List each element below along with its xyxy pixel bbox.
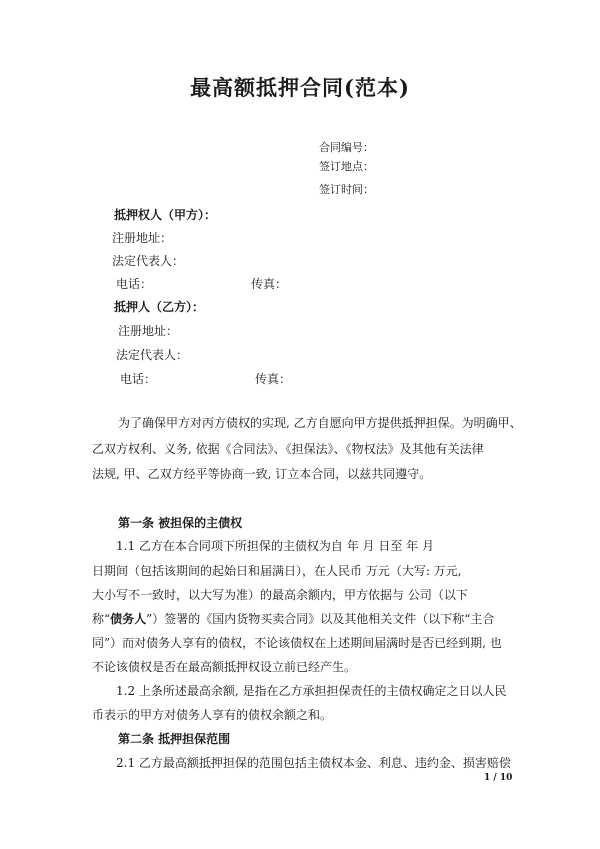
- party-a-representative: 法定代表人：: [112, 254, 185, 268]
- article-2-1-line-1: 2.1 乙方最高额抵押担保的范围包括主债权本金、利息、违约金、损害赔偿: [116, 756, 511, 770]
- article-1-heading: 第一条 被担保的主债权: [118, 516, 243, 530]
- party-a-heading: 抵押权人（甲方）：: [114, 208, 217, 222]
- party-b-heading: 抵押人（乙方）：: [114, 300, 205, 314]
- sign-time-label: 签订时间：: [319, 183, 374, 196]
- article-1-1-line-6: 不论该债权是否在最高额抵押权设立前已经产生。: [92, 660, 357, 674]
- sign-place-label: 签订地点：: [319, 160, 374, 173]
- article-1-1-line-1: 1.1 乙方在本合同项下所担保的主债权为自 年 月 日至 年 月: [116, 539, 434, 553]
- article-1-1-line-5: 同”）而对债务人享有的债权，不论该债权在上述期间届满时是否已经到期, 也: [92, 636, 502, 650]
- party-b-address: 注册地址：: [118, 324, 179, 338]
- party-b-fax: 传真：: [255, 372, 292, 386]
- document-title: 最高额抵押合同(范本): [190, 75, 410, 100]
- intro-line-1: 为了确保甲方对丙方债权的实现, 乙方自愿向甲方提供抵押担保。为明确甲、: [118, 416, 522, 430]
- intro-line-3: 法规, 甲、乙双方经平等协商一致, 订立本合同，以兹共同遵守。: [92, 467, 432, 481]
- party-a-phone: 电话：: [116, 277, 153, 291]
- article-1-2-line-2: 币表示的甲方对债务人享有的债权余额之和。: [92, 708, 333, 722]
- article-1-1-line-4-start: 称“: [92, 612, 111, 626]
- contract-number-label: 合同编号：: [319, 141, 374, 154]
- article-1-1-line-4: [92, 610, 494, 627]
- article-1-1-line-4-end: ”）签署的《国内货物买卖合同》以及其他相关文件（以下称“主合: [146, 612, 495, 626]
- debtor-term: 债务人: [110, 612, 147, 626]
- article-1-1-line-3: 大小写不一致时，以大写为准）的最高余额内，甲方依据与 公司（以下: [92, 588, 468, 602]
- article-2-heading: 第二条 抵押担保范围: [118, 732, 231, 746]
- party-a-address: 注册地址：: [112, 231, 173, 245]
- article-1-1-line-2: 日期间（包括该期间的起始日和届满日），在人民币 万元（大写: 万元,: [92, 564, 462, 578]
- intro-line-2: 乙双方权利、义务, 依据《合同法》、《担保法》、《物权法》及其他有关法律: [92, 442, 484, 456]
- party-a-fax: 传真：: [251, 277, 288, 291]
- article-1-2-line-1: 1.2 上条所述最高余额, 是指在乙方承担担保责任的主债权确定之日以人民: [116, 684, 507, 698]
- page-number: 1 / 10: [484, 773, 513, 783]
- party-b-phone: 电话：: [120, 372, 157, 386]
- party-b-representative: 法定代表人：: [116, 348, 189, 362]
